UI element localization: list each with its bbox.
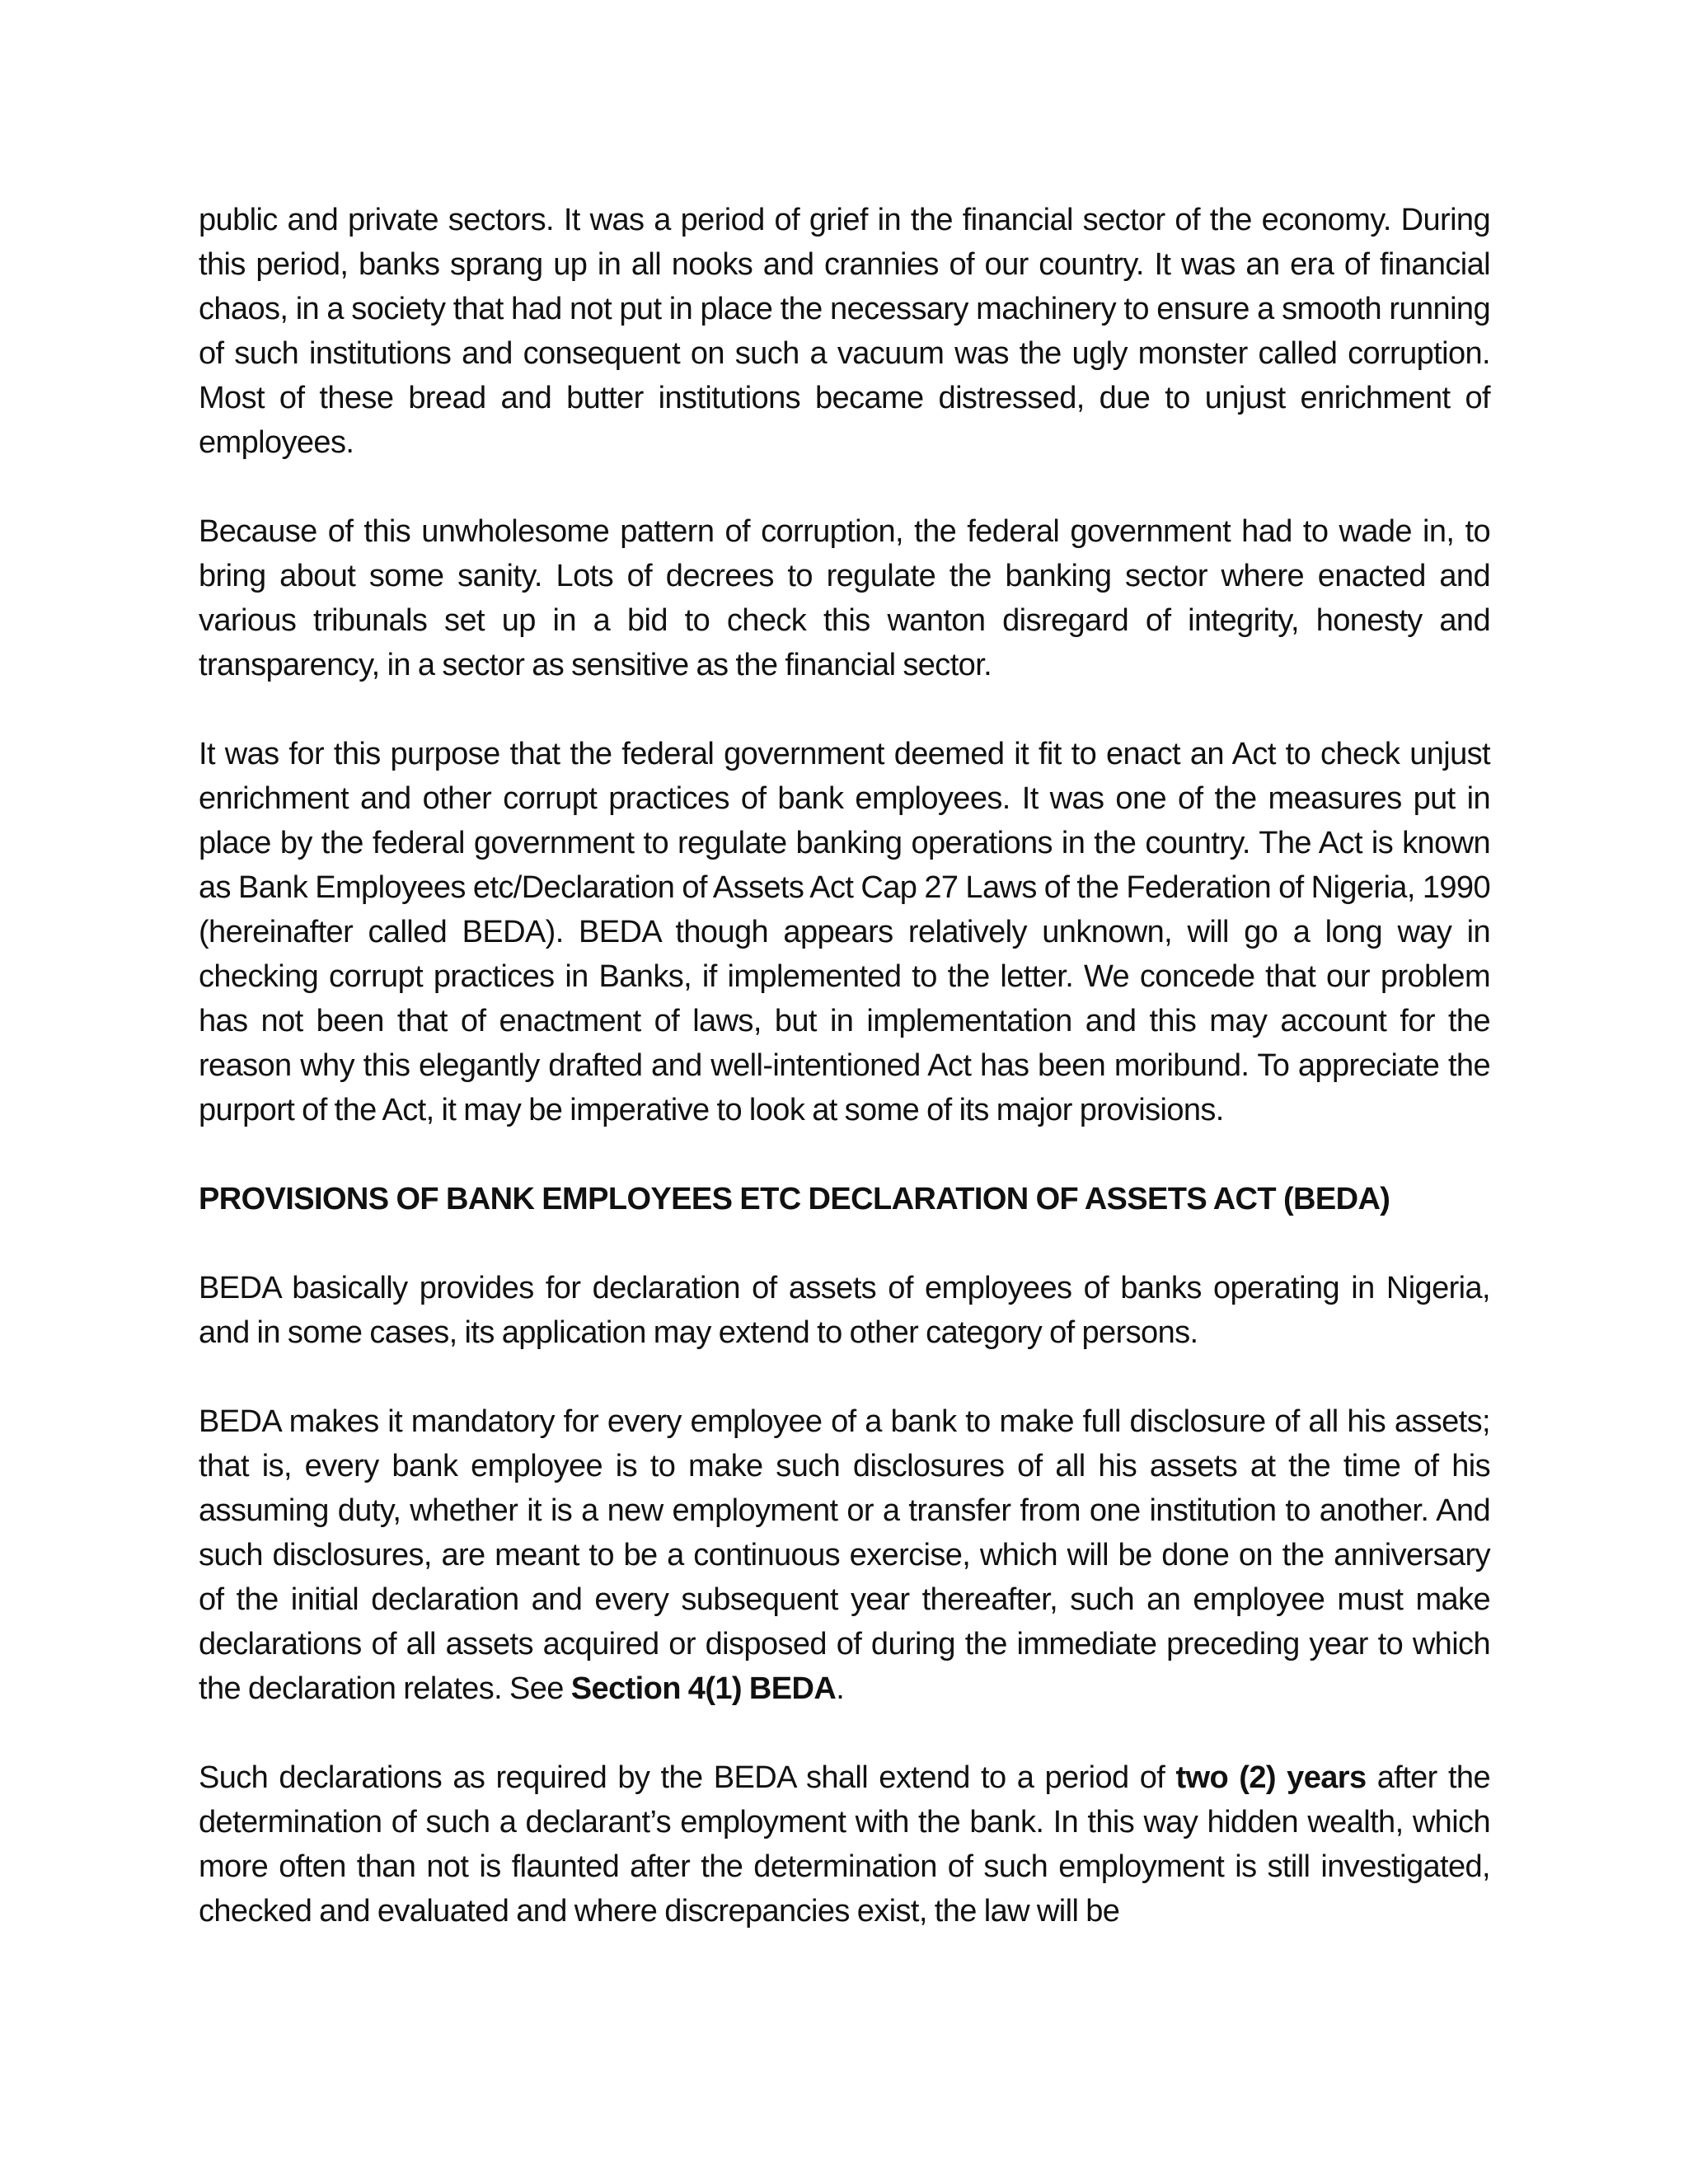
paragraph-declaration-period bbox=[199, 1755, 1490, 1933]
disclosure-end: . bbox=[836, 1671, 845, 1706]
section-reference: Section 4(1) BEDA bbox=[570, 1671, 837, 1706]
declaration-text-start: Such declarations as required by the BEDA shall extend to a period of bbox=[199, 1760, 1176, 1795]
section-heading-beda-provisions: PROVISIONS OF BANK EMPLOYEES ETC DECLARATION OF ASSETS ACT (BEDA) bbox=[199, 1182, 1390, 1216]
disclosure-text: BEDA makes it mandatory for every employee of a bank to make full disclosure of all his assets; that is, every bank employee is to make such disclosures of all his assets at the time of his assuming duty, whether it is a new employment or a transfer from one institution to another. And such disclosures, are meant to be a continuous exercise, which will be done on the anniversary of the initial declaration and every subsequent year thereafter, such an employee must make declarations of all assets acquired or disposed of during the immediate preceding year to which the declaration relates. See bbox=[199, 1404, 1490, 1706]
document-body bbox=[199, 198, 1490, 1933]
declaration-text-rest: after the determination of such a declarant’s employment with the bank. In this way hidden wealth, which more often than not is flaunted after the determination of such employment is still investigated, checked and evaluated and where discrepancies exist, the law will be bbox=[199, 1760, 1490, 1929]
paragraph-beda-overview: BEDA basically provides for declaration of assets of employees of banks operating in Nigeria, and in some cases, its application may extend to other category of persons. bbox=[199, 1271, 1490, 1350]
paragraph-financial-chaos: public and private sectors. It was a period of grief in the financial sector of the economy. During this period, banks sprang up in all nooks and crannies of our country. It was an era of financial chaos, in a society that had not put in place the necessary machinery to ensure a smooth running of such institutions and consequent on such a vacuum was the ugly monster called corruption. Most of these bread and butter institutions became distressed, due to unjust enrichment of employees. bbox=[199, 203, 1490, 460]
declaration-period-bold: two (2) years bbox=[1175, 1760, 1367, 1795]
paragraph-disclosure-requirement bbox=[199, 1399, 1490, 1711]
paragraph-government-intervention: Because of this unwholesome pattern of corruption, the federal government had to wade in, to bring about some sanity. Lots of decrees to regulate the banking sector where enacted and various tribunals set up in a bid to check this wanton disregard of integrity, honesty and transparency, in a sector as sensitive as the financial sector. bbox=[199, 514, 1490, 682]
paragraph-beda-enactment: It was for this purpose that the federal government deemed it fit to enact an Act to check unjust enrichment and other corrupt practices of bank employees. It was one of the measures put in place by the federal government to regulate banking operations in the country. The Act is known as Bank Employees etc/Declaration of Assets Act Cap 27 Laws of the Federation of Nigeria, 1990 (hereinafter called BEDA). BEDA though appears relatively unknown, will go a long way in checking corrupt practices in Banks, if implemented to the letter. We concede that our problem has not been that of enactment of laws, but in implementation and this may account for the reason why this elegantly drafted and well-intentioned Act has been moribund. To appreciate the purport of the Act, it may be imperative to look at some of its major provisions. bbox=[199, 737, 1490, 1127]
